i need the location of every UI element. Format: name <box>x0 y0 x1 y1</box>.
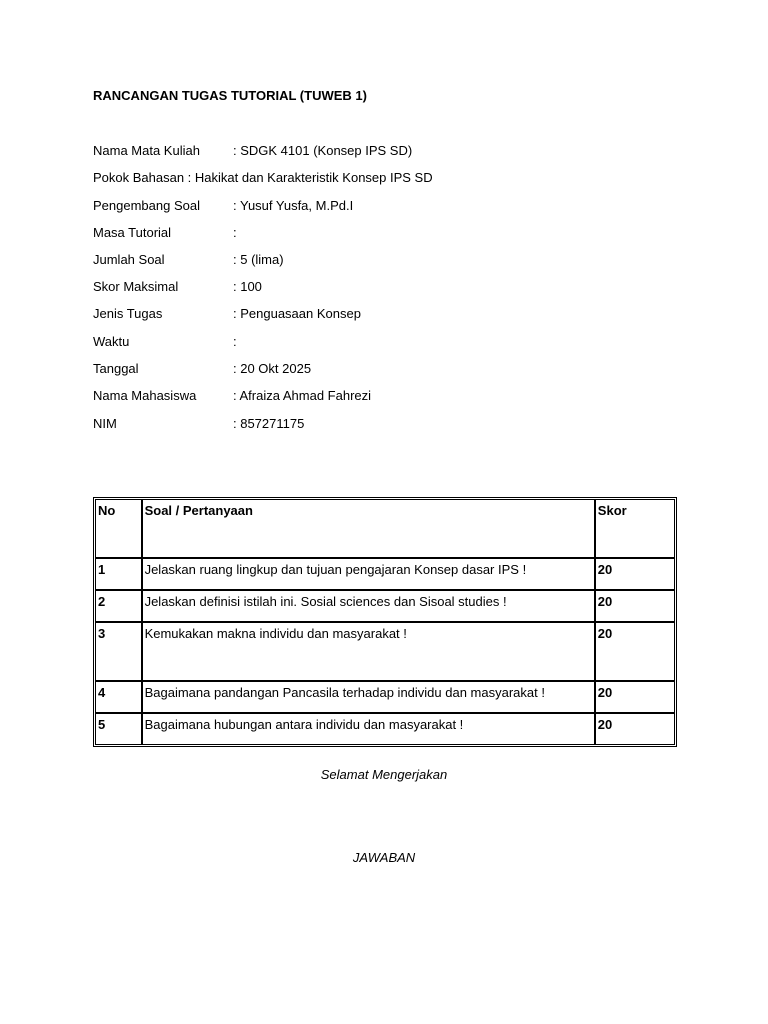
table-row <box>96 559 674 591</box>
closing-text: Selamat Mengerjakan <box>320 767 448 782</box>
info-value: : Afraiza Ahmad Fahrezi <box>233 388 372 403</box>
table-header-row <box>96 500 674 559</box>
info-value: : <box>233 225 237 240</box>
row-question: Jelaskan definisi istilah ini. Sosial sciences dan Sisoal studies ! <box>143 591 596 623</box>
info-label: Jenis Tugas <box>93 306 163 321</box>
row-question: Bagaimana hubungan antara individu dan masyarakat ! <box>143 714 596 744</box>
info-value: : 20 Okt 2025 <box>233 361 312 376</box>
question-table <box>93 497 677 747</box>
header-score: Skor <box>596 500 674 559</box>
table-row <box>96 682 674 714</box>
row-score: 20 <box>596 591 674 623</box>
info-value: : Yusuf Yusfa, M.Pd.I <box>233 198 354 213</box>
document-title: RANCANGAN TUGAS TUTORIAL (TUWEB 1) <box>93 88 367 103</box>
row-score: 20 <box>597 717 613 732</box>
header-question: Soal / Pertanyaan <box>143 500 596 559</box>
info-value: : 5 (lima) <box>233 252 284 267</box>
info-value: : 100 <box>233 279 262 294</box>
row-no: 3 <box>96 623 143 682</box>
row-question: Bagaimana pandangan Pancasila terhadap individu dan masyarakat ! <box>143 682 596 714</box>
info-label: Tanggal <box>93 361 139 376</box>
table-row <box>96 591 674 623</box>
info-value: : Penguasaan Konsep <box>233 306 361 321</box>
row-score: 20 <box>596 682 674 714</box>
row-no: 5 <box>96 714 143 744</box>
row-no: 4 <box>96 682 143 714</box>
row-question: Kemukakan makna individu dan masyarakat ! <box>143 623 596 682</box>
table-row <box>96 714 674 744</box>
info-value: : 857271175 <box>233 416 305 431</box>
row-score: 20 <box>596 559 674 591</box>
info-label: NIM <box>93 416 117 431</box>
info-label: Waktu <box>93 334 130 349</box>
info-label: Skor Maksimal <box>93 279 179 294</box>
info-value: : <box>233 334 237 349</box>
info-inline-text: Pokok Bahasan : Hakikat dan Karakteristik Konsep IPS SD <box>93 170 433 185</box>
info-label: Nama Mata Kuliah <box>93 143 200 158</box>
row-no: 1 <box>96 559 143 591</box>
row-no: 2 <box>96 591 143 623</box>
row-question: Jelaskan ruang lingkup dan tujuan pengajaran Konsep dasar IPS ! <box>143 559 596 591</box>
info-label: Pengembang Soal <box>93 198 200 213</box>
info-label: Jumlah Soal <box>93 252 165 267</box>
answer-heading: JAWABAN <box>352 850 416 865</box>
info-value: : SDGK 4101 (Konsep IPS SD) <box>233 143 413 158</box>
info-label: Nama Mahasiswa <box>93 388 197 403</box>
header-no: No <box>96 500 143 559</box>
row-score: 20 <box>596 623 674 682</box>
info-label: Masa Tutorial <box>93 225 172 240</box>
table-row <box>96 623 674 682</box>
